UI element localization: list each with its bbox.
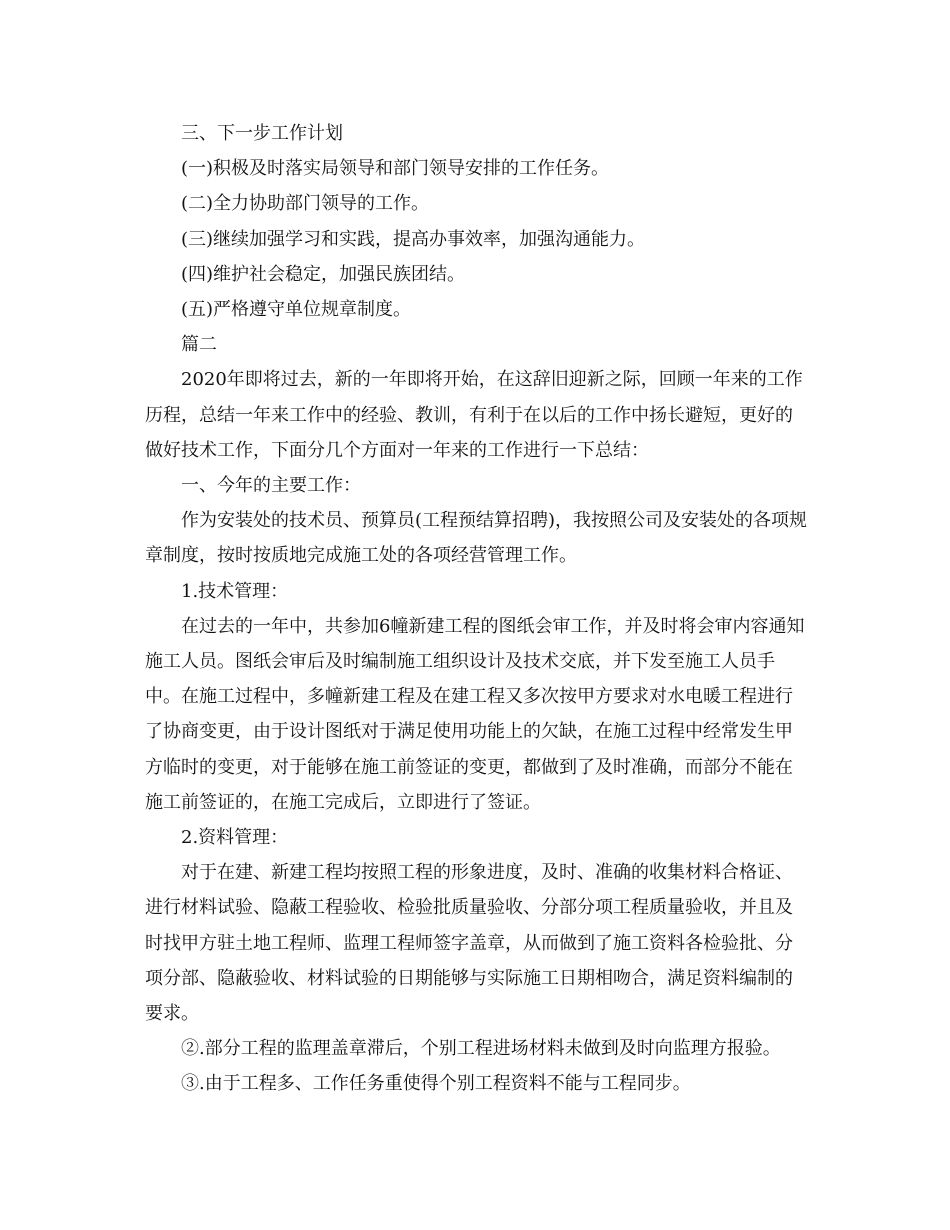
section-heading-main-work: 一、今年的主要工作： — [181, 475, 361, 497]
plan-item-2: (二)全力协助部门领导的工作。 — [181, 193, 430, 215]
subheading-document-management: 2.资料管理： — [181, 827, 289, 849]
technical-management-paragraph: 在过去的一年中，共参加6幢新建工程的图纸会审工作，并及时将会审内容通知施工人员。图纸会审后及时编制施工组织设计及技术交底，并下发至施工人员手中。在施工过程中，多幢新建工程及在建工程又多次按甲方要求对水电暖工程进行了协商变更，由于设计图纸对于满足使用功能上的欠缺，在施工过程中经常发生甲方临时的变更，对于能够在施工前签证的变更，都做到了及时准确，而部分不能在施工前签证的，在施工完成后，立即进行了签证。 — [145, 615, 805, 813]
role-paragraph: 作为安装处的技术员、预算员(工程预结算招聘)，我按照公司及安装处的各项规章制度，按时按质地完成施工处的各项经营管理工作。 — [145, 510, 808, 567]
intro-paragraph: 2020年即将过去，新的一年即将开始，在这辞旧迎新之际，回顾一年来的工作历程，总结一年来工作中的经验、教训，有利于在以后的工作中扬长避短，更好的做好技术工作，下面分几个方面对一年来的工作进行一下总结： — [145, 369, 803, 461]
subheading-technical-management: 1.技术管理： — [181, 580, 289, 602]
issue-item-3: ③.由于工程多、工作任务重使得个别工程资料不能与工程同步。 — [181, 1073, 691, 1095]
plan-item-4: (四)维护社会稳定，加强民族团结。 — [181, 263, 466, 285]
plan-item-5: (五)严格遵守单位规章制度。 — [181, 299, 412, 321]
issue-item-2: ②.部分工程的监理盖章滞后，个别工程进场材料未做到及时向监理方报验。 — [181, 1038, 781, 1060]
document-body — [145, 116, 809, 1102]
plan-item-1: (一)积极及时落实局领导和部门领导安排的工作任务。 — [181, 158, 610, 180]
document-management-paragraph: 对于在建、新建工程均按照工程的形象进度，及时、准确的收集材料合格证、进行材料试验、隐蔽工程验收、检验批质量验收、分部分项工程质量验收，并且及时找甲方驻土地工程师、监理工程师签字盖章，从而做到了施工资料各检验批、分项分部、隐蔽验收、材料试验的日期能够与实际施工日期相吻合，满足资料编制的要求。 — [145, 862, 793, 1025]
plan-item-3: (三)继续加强学习和实践，提高办事效率，加强沟通能力。 — [181, 228, 646, 250]
part-two-heading: 篇二 — [181, 334, 217, 356]
section-heading-next-plan: 三、下一步工作计划 — [181, 123, 343, 144]
